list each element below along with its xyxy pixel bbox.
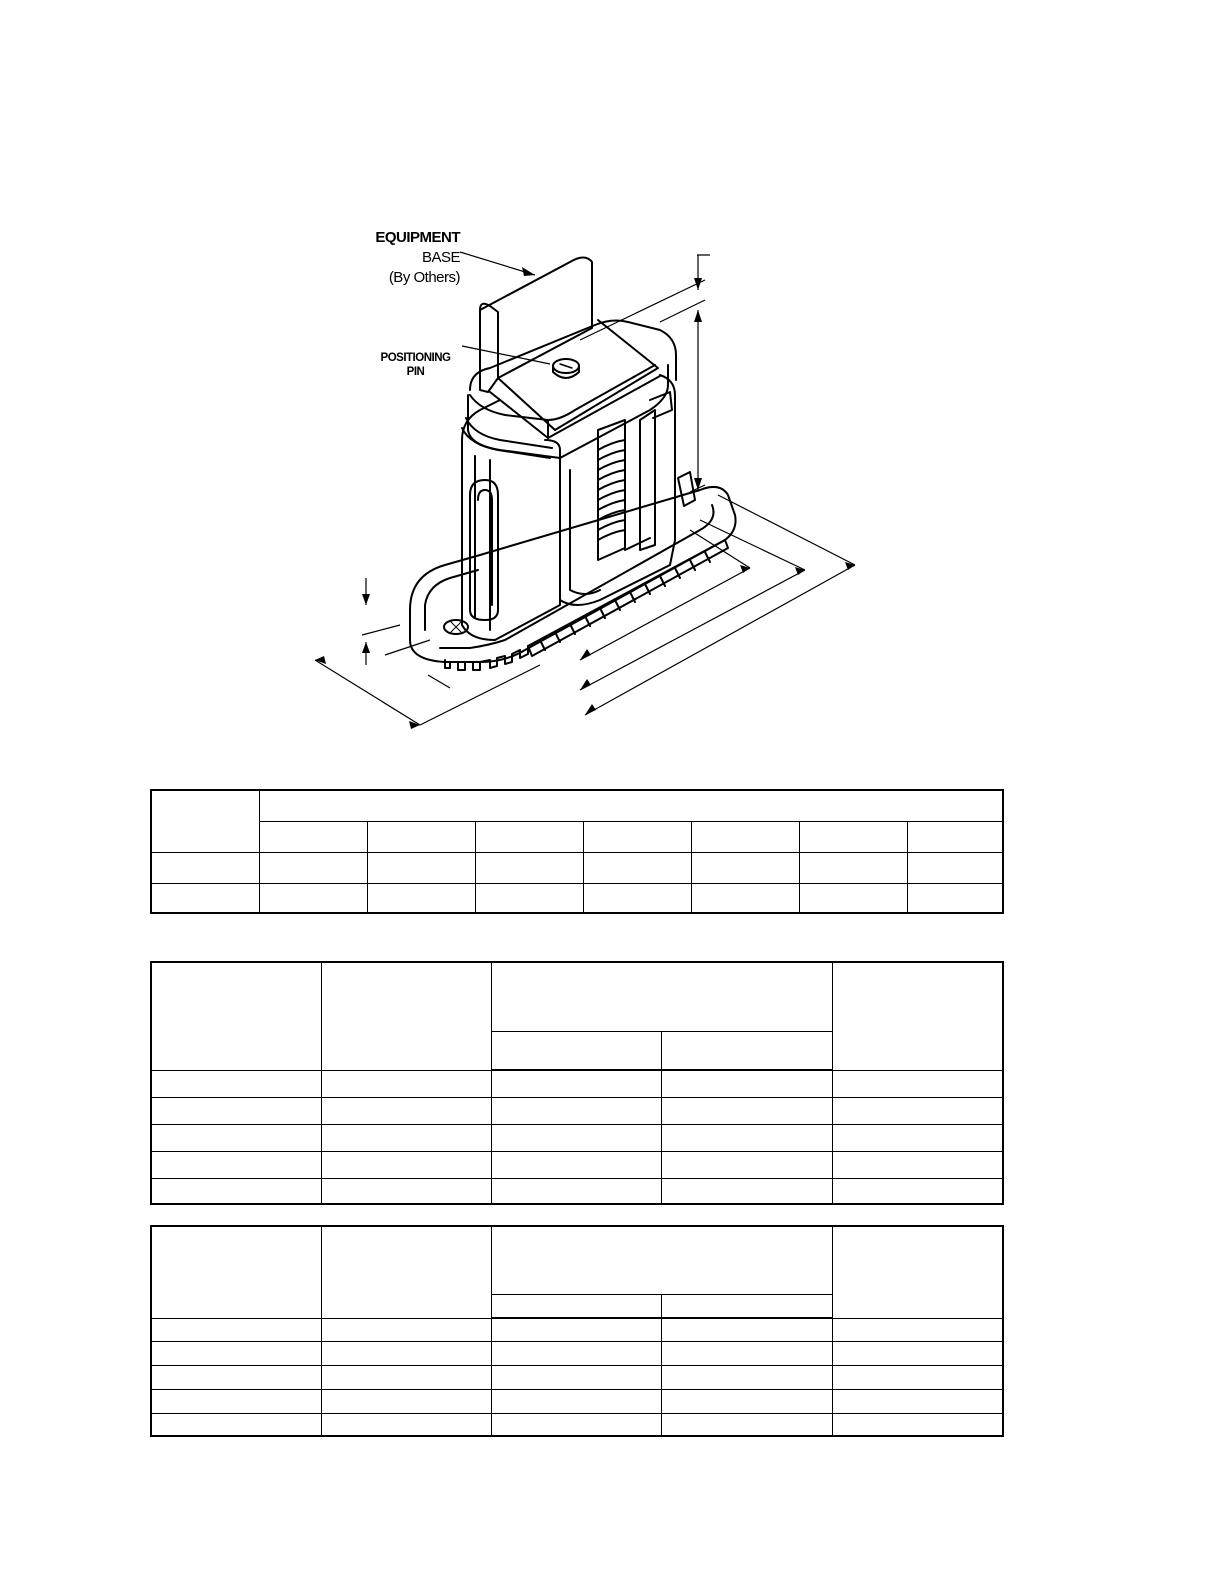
rating-table-2-group-header [491,1226,832,1294]
table-cell [661,1070,832,1097]
table-cell [661,1178,832,1204]
table-cell [321,1151,491,1178]
rating-table-1 [150,961,1004,1205]
table-cell [832,1413,1003,1436]
rating-table-1-group-header [491,962,832,1031]
rating-table-1-header [151,962,321,1070]
table-cell [475,883,583,913]
table-row [151,1389,1003,1413]
table-row [151,883,1003,913]
table-cell [321,1413,491,1436]
table-cell [475,852,583,883]
dimension-col-header [367,821,475,852]
table-cell [832,1178,1003,1204]
base-plate [410,472,736,670]
table-row [151,1151,1003,1178]
dimension-table-group-header [259,790,1003,821]
positioning-pin-callout [370,351,461,379]
table-cell [491,1124,661,1151]
table-cell [367,883,475,913]
equipment-base-angle [480,258,660,439]
dimension-col-header [799,821,907,852]
table-cell [151,1178,321,1204]
table-cell [832,1097,1003,1124]
table-row [151,1365,1003,1389]
table-cell [151,1318,321,1341]
table-cell [907,852,1003,883]
table-cell [661,1151,832,1178]
table-cell [321,1389,491,1413]
table-cell [321,1178,491,1204]
table-cell [583,852,691,883]
dimension-col-header [691,821,799,852]
table-cell [691,883,799,913]
table-cell [151,1070,321,1097]
equipment-base-label-1: EQUIPMENT [375,229,460,246]
rating-table-2-subheader [491,1294,661,1318]
table-cell [321,1097,491,1124]
table-cell [321,1070,491,1097]
table-row [151,1318,1003,1341]
table-cell [491,1318,661,1341]
table-cell [491,1365,661,1389]
equipment-base-label-3: (By Others) [388,269,460,286]
table-cell [151,1365,321,1389]
table-cell [661,1097,832,1124]
table-cell [321,1365,491,1389]
table-cell [321,1124,491,1151]
table-cell [661,1341,832,1365]
table-cell [491,1178,661,1204]
dimension-table [150,789,1004,914]
table-cell [151,1341,321,1365]
table-cell [832,1124,1003,1151]
table-cell [907,883,1003,913]
isolator-drawing [0,0,1224,760]
rating-table-1-subheader [661,1031,832,1070]
rating-table-1-subheader [491,1031,661,1070]
table-cell [583,883,691,913]
equipment-base-label-2: BASE [421,249,460,266]
table-cell [832,1070,1003,1097]
rating-table-2-header [321,1226,491,1318]
table-row [151,1097,1003,1124]
table-cell [259,883,367,913]
table-cell [661,1389,832,1413]
table-cell [151,883,259,913]
table-row [151,852,1003,883]
rating-table-1-header [321,962,491,1070]
table-cell [491,1413,661,1436]
rating-table-2-header [151,1226,321,1318]
table-cell [321,1318,491,1341]
table-cell [491,1151,661,1178]
table-cell [491,1097,661,1124]
table-cell [151,1413,321,1436]
table-cell [367,852,475,883]
table-cell [799,852,907,883]
table-cell [832,1389,1003,1413]
table-row [151,1178,1003,1204]
positioning-pin-label-2: PIN [406,366,425,378]
table-cell [799,883,907,913]
dimension-table-corner-cell [151,790,259,852]
positioning-pin-label-1: POSITIONING [380,352,451,364]
table-cell [661,1413,832,1436]
table-cell [151,852,259,883]
table-cell [491,1341,661,1365]
table-cell [151,1097,321,1124]
table-cell [151,1124,321,1151]
dimension-col-header [259,821,367,852]
table-cell [259,852,367,883]
table-cell [151,1151,321,1178]
table-cell [661,1365,832,1389]
table-cell [321,1341,491,1365]
table-cell [832,1341,1003,1365]
table-cell [832,1151,1003,1178]
table-cell [661,1318,832,1341]
rating-table-2-subheader [661,1294,832,1318]
dimension-col-header [475,821,583,852]
dimension-col-header [907,821,1003,852]
housing [462,321,676,640]
equipment-base-callout [330,228,460,288]
table-cell [832,1318,1003,1341]
table-row [151,1070,1003,1097]
table-cell [661,1124,832,1151]
table-cell [832,1365,1003,1389]
rating-table-1-header [832,962,1003,1070]
table-cell [491,1389,661,1413]
positioning-pin [553,359,579,378]
table-cell [491,1070,661,1097]
table-row [151,1341,1003,1365]
table-row [151,1413,1003,1436]
rating-table-2 [150,1225,1004,1437]
dimension-col-header [583,821,691,852]
rating-table-2-header [832,1226,1003,1318]
table-cell [691,852,799,883]
table-row [151,1124,1003,1151]
table-cell [151,1389,321,1413]
